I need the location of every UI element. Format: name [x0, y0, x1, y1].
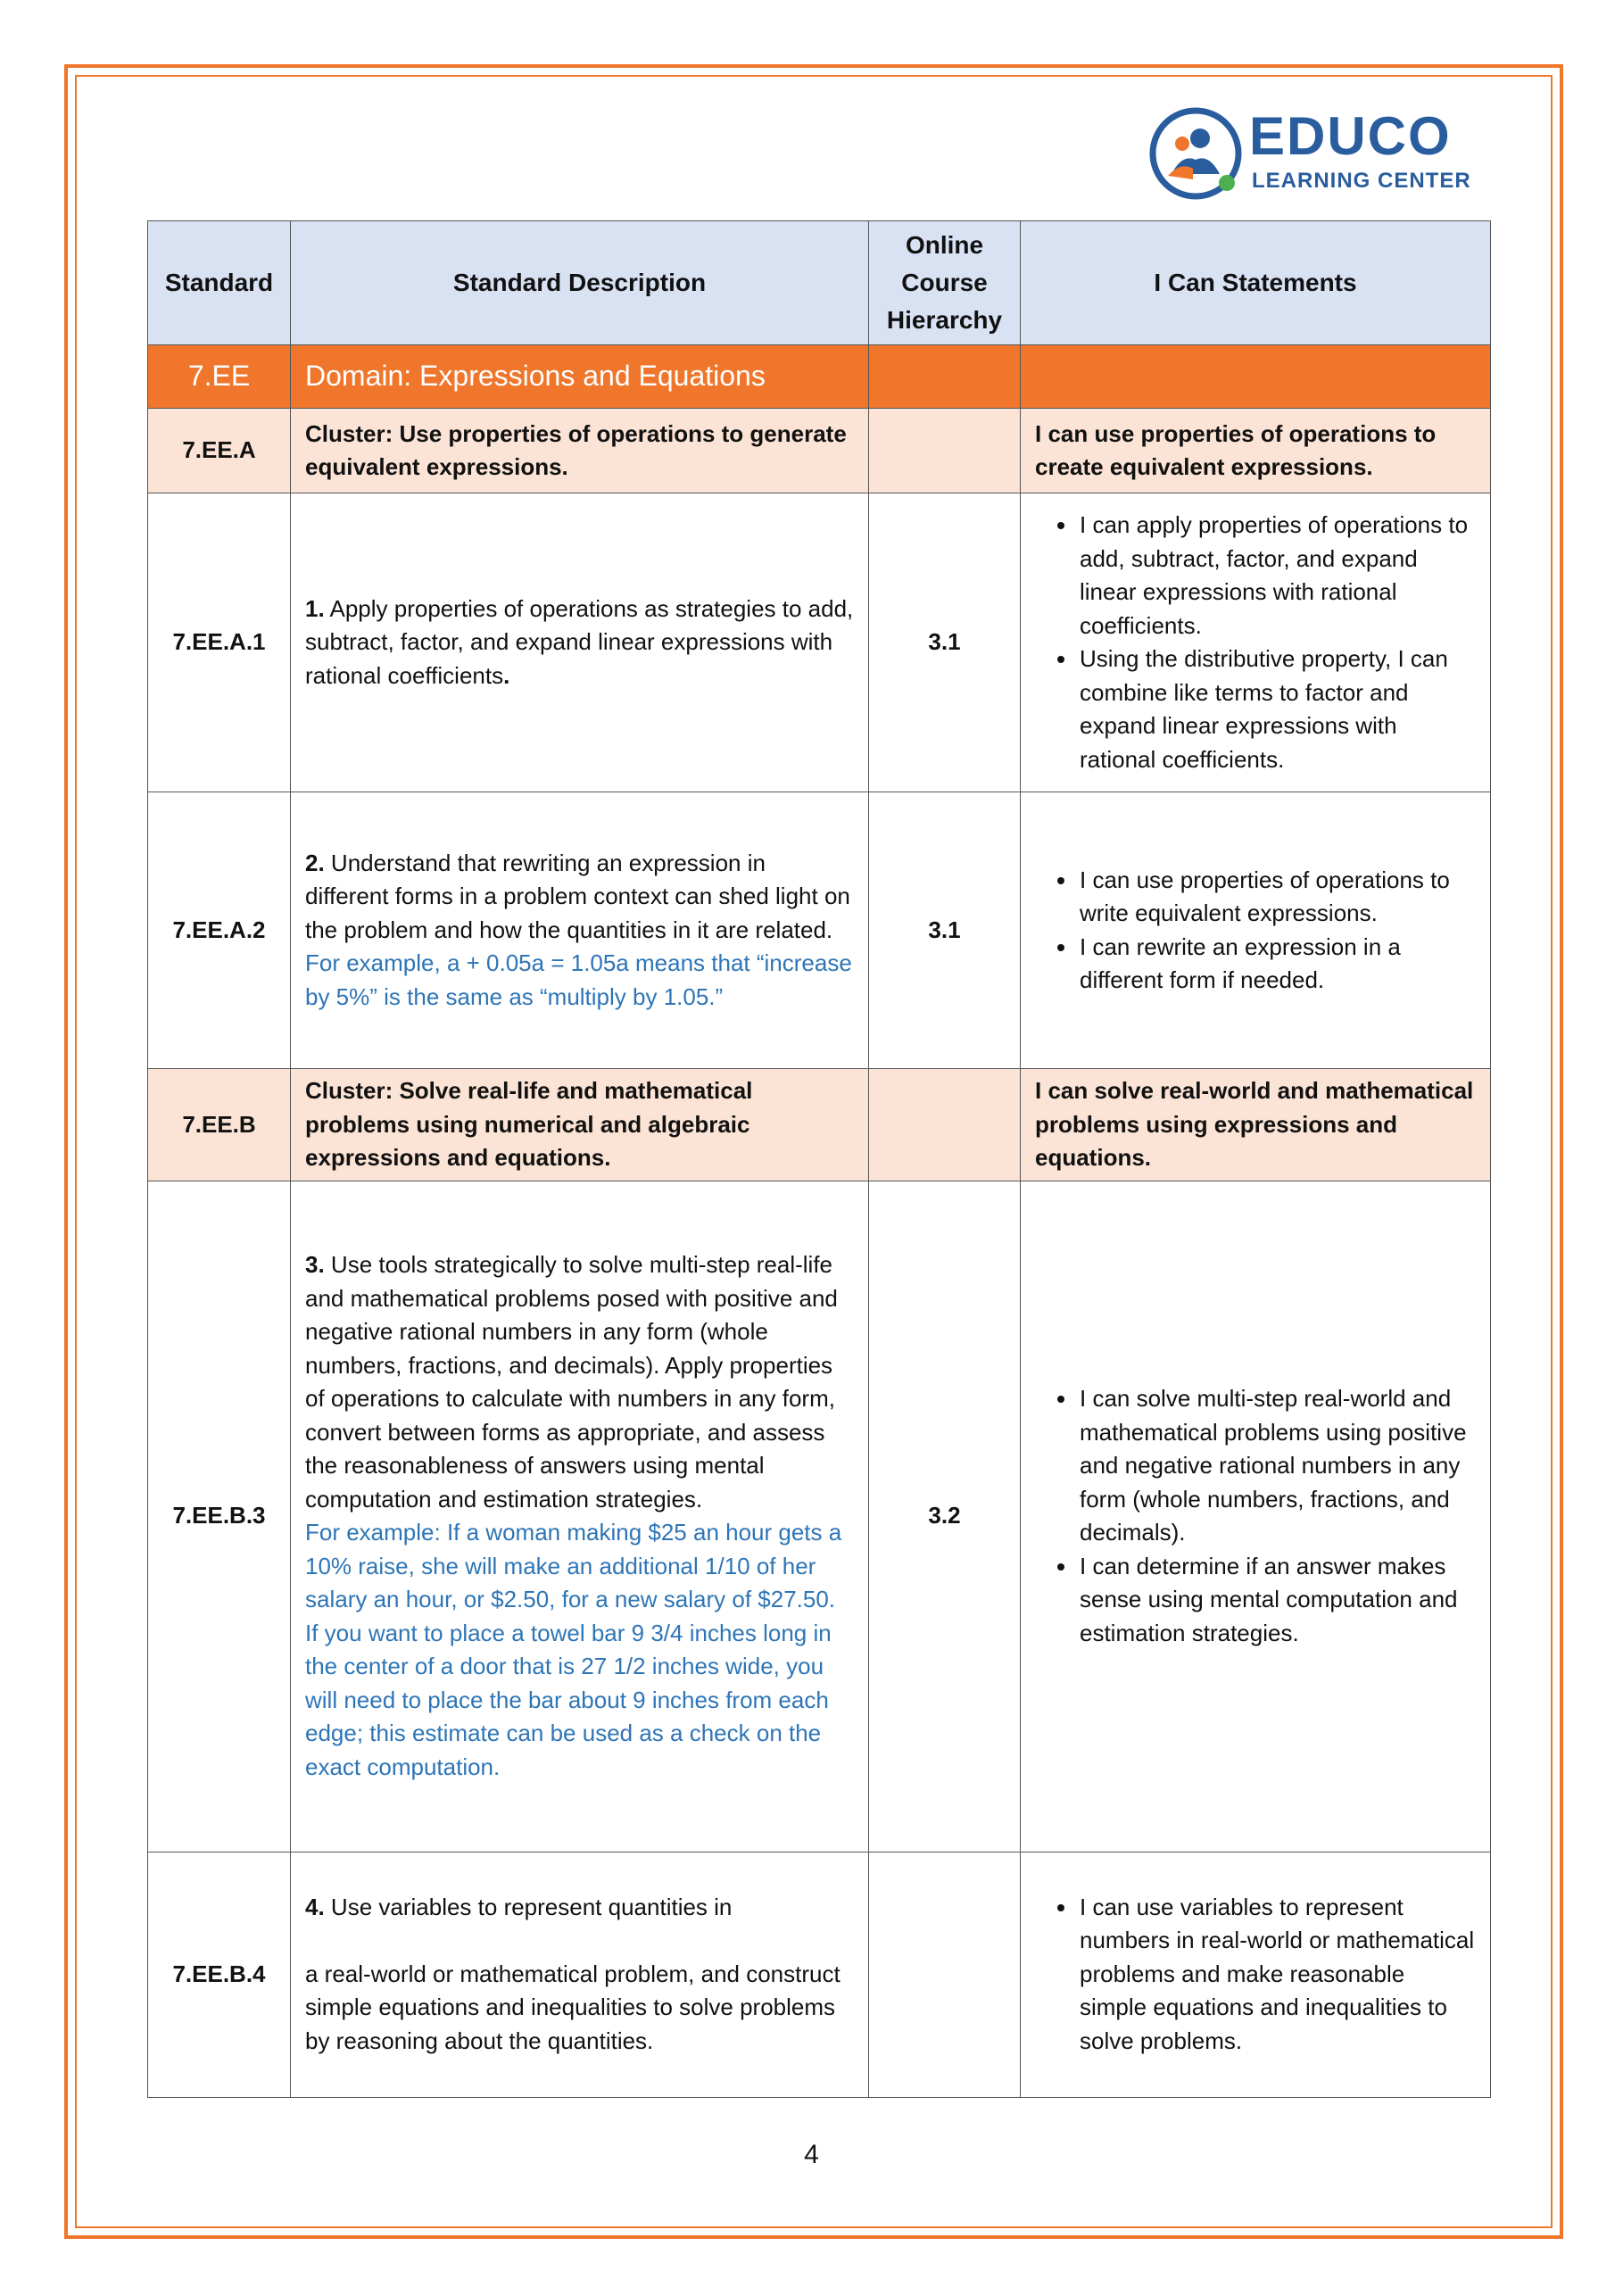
standard-text: Understand that rewriting an expression in different forms in a problem context can shed light on the problem and how the quantities in it are related. [305, 849, 850, 943]
standard-code: 7.EE.A.2 [148, 792, 291, 1069]
standard-number: 1. [305, 594, 325, 622]
standard-text-end: . [503, 661, 510, 689]
standard-code: 7.EE.A [148, 409, 291, 493]
hierarchy-cell: 3.1 [869, 493, 1021, 792]
header-hierarchy: Online Course Hierarchy [869, 221, 1021, 345]
cluster-statement: I can solve real-world and mathematical problems using expressions and equations. [1021, 1069, 1491, 1181]
standard-text: Use tools strategically to solve multi-step real-life and mathematical problems posed with positive and negative rational numbers in any form (whole numbers, fractions, and decimals). Apply properties of operations to calculate with numbers in any form, convert between forms as appropriate, and assess the reasonableness of answers using mental computation and estimation strategies. [305, 1251, 838, 1513]
i-can-statements [1021, 792, 1491, 1069]
table-row [148, 1181, 1491, 1852]
hierarchy-cell: 3.2 [869, 1181, 1021, 1852]
statement-item: • I can determine if an answer makes sense using mental computation and estimation strategies. [1078, 1550, 1476, 1651]
standard-description [291, 1852, 869, 2097]
header-description: Standard Description [291, 221, 869, 345]
statement-list [1035, 509, 1476, 776]
cluster-statement: I can use properties of operations to create equivalent expressions. [1021, 409, 1491, 493]
domain-code: 7.EE [148, 345, 291, 409]
paragraph-gap [305, 1925, 854, 1958]
table-header-row [148, 221, 1491, 345]
statement-item: • I can apply properties of operations to add, subtract, factor, and expand linear expressions with rational coefficients. [1078, 509, 1476, 642]
standard-description [291, 1181, 869, 1852]
page-number: 4 [804, 2140, 819, 2169]
domain-title: Domain: Expressions and Equations [291, 345, 869, 409]
domain-statements-cell [1021, 345, 1491, 409]
standard-number: 2. [305, 849, 325, 876]
standard-code: 7.EE.B [148, 1069, 291, 1181]
table-row [148, 409, 1491, 493]
educo-logo [1147, 103, 1477, 205]
statement-list [1035, 1891, 1476, 2059]
standard-text: Apply properties of operations as strategies to add, subtract, factor, and expand linear expressions with rational coefficients [305, 594, 854, 689]
statement-item: • I can solve multi-step real-world and mathematical problems using positive and negative rational numbers in any form (whole numbers, fractions, and decimals). [1078, 1382, 1476, 1550]
standard-example: For example, a + 0.05a = 1.05a means that “increase by 5%” is the same as “multiply by 1.05.” [305, 949, 852, 1010]
domain-hierarchy-cell [869, 345, 1021, 409]
standards-table [147, 220, 1491, 2098]
educo-logo-icon [1147, 104, 1245, 203]
statement-list [1035, 864, 1476, 998]
hierarchy-cell: 3.1 [869, 792, 1021, 1069]
header-standard: Standard [148, 221, 291, 345]
statement-item: • Using the distributive property, I can combine like terms to factor and expand linear expressions with rational coefficients. [1078, 642, 1476, 776]
cluster-description: Cluster: Use properties of operations to generate equivalent expressions. [291, 409, 869, 493]
standard-number: 3. [305, 1251, 325, 1278]
table-row [148, 493, 1491, 792]
standard-description [291, 792, 869, 1069]
standard-text-continued: a real-world or mathematical problem, and construct simple equations and inequalities to solve problems by reasoning about the quantities. [305, 1960, 840, 2054]
statement-item: • I can rewrite an expression in a different form if needed. [1078, 931, 1476, 998]
hierarchy-cell [869, 1852, 1021, 2097]
i-can-statements [1021, 1181, 1491, 1852]
statement-list [1035, 1382, 1476, 1650]
table-row [148, 1852, 1491, 2097]
standard-example: For example: If a woman making $25 an hour gets a 10% raise, she will make an additional 1/10 of her salary an hour, or $2.50, for a new salary of $27.50. If you want to place a towel bar 9 3/4 inches long in the center of a door that is 27 1/2 inches wide, you will need to place the bar about 9 inches from each edge; this estimate can be used as a check on the exact computation. [305, 1519, 842, 1780]
logo-wordmark: EDUCO [1249, 106, 1452, 166]
standard-code: 7.EE.A.1 [148, 493, 291, 792]
standard-text: Use variables to represent quantities in [330, 1894, 733, 1920]
standard-code: 7.EE.B.4 [148, 1852, 291, 2097]
table-row [148, 792, 1491, 1069]
standard-number: 4. [305, 1894, 325, 1920]
logo-subtitle: LEARNING CENTER [1252, 169, 1471, 193]
header-statements: I Can Statements [1021, 221, 1491, 345]
statement-item: • I can use properties of operations to write equivalent expressions. [1078, 864, 1476, 931]
i-can-statements [1021, 1852, 1491, 2097]
table-row [148, 1069, 1491, 1181]
hierarchy-cell [869, 1069, 1021, 1181]
standard-code: 7.EE.B.3 [148, 1181, 291, 1852]
hierarchy-cell [869, 409, 1021, 493]
cluster-description: Cluster: Solve real-life and mathematical problems using numerical and algebraic expressions and equations. [291, 1069, 869, 1181]
i-can-statements [1021, 493, 1491, 792]
standard-description [291, 493, 869, 792]
domain-row [148, 345, 1491, 409]
statement-item: • I can use variables to represent numbers in real-world or mathematical problems and make reasonable simple equations and inequalities to solve problems. [1078, 1891, 1476, 2059]
